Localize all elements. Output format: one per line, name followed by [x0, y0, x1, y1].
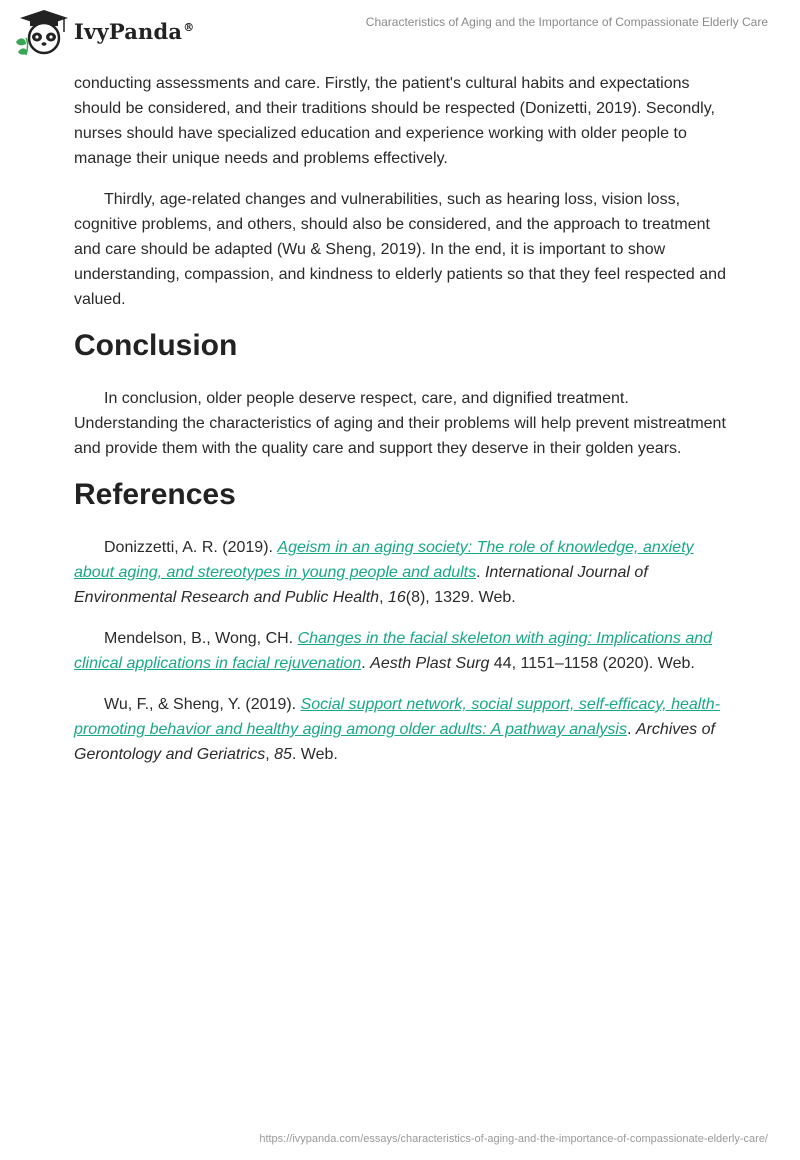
conclusion-heading: Conclusion [74, 329, 238, 362]
brand-name: IvyPanda® [74, 19, 195, 44]
references-heading: References [74, 478, 236, 511]
reference-journal: Archives of Gerontology and Geriatrics [74, 721, 715, 763]
reference-item: Mendelson, B., Wong, CH. Changes in the facial skeleton with aging: Implications and clinical applications in facial rejuvenation. Aesth Plast Surg 44, 1151–1158 (2020). Web. [74, 630, 713, 672]
reference-authors: Donizzetti, A. R. (2019). [104, 539, 278, 556]
page-header [0, 0, 800, 64]
body-paragraph: conducting assessments and care. Firstly, the patient's cultural habits and expectations should be considered, and their traditions should be respected (Donizetti, 2019). Secondly, nurses should have specialized education and experience working with older people to manage their unique needs and problems effectively. [74, 75, 715, 167]
reference-authors: Mendelson, B., Wong, CH. [104, 630, 298, 647]
reference-journal: Aesth Plast Surg [370, 655, 490, 672]
reference-link[interactable]: Social support network, social support, self-efficacy, health-promoting behavior and healthy aging among older adults: A pathway analysis [74, 696, 721, 738]
reference-authors: Wu, F., & Sheng, Y. (2019). [104, 696, 301, 713]
reference-journal: International Journal of Environmental Research and Public Health [74, 564, 648, 606]
ivypanda-logo[interactable] [12, 8, 195, 56]
reference-item: Wu, F., & Sheng, Y. (2019). Social support network, social support, self-efficacy, health-promoting behavior and healthy aging among older adults: A pathway analysis. Archives of Gerontology and Geriatrics, 85. Web. [74, 696, 721, 763]
reference-item: Donizzetti, A. R. (2019). Ageism in an aging society: The role of knowledge, anxiety about aging, and stereotypes in young people and adults. International Journal of Environmental Research and Public Health, 16(8), 1329. Web. [74, 539, 694, 606]
reference-link[interactable]: Ageism in an aging society: The role of knowledge, anxiety about aging, and stereotypes in young people and adults [74, 539, 694, 581]
footer-url[interactable]: https://ivypanda.com/essays/characteristics-of-aging-and-the-importance-of-compassionate-elderly-care/ [259, 1133, 768, 1145]
reference-volume: 16 [387, 589, 406, 606]
essay-content [74, 71, 730, 783]
reference-link[interactable]: Changes in the facial skeleton with aging: Implications and clinical applications in facial rejuvenation [74, 630, 713, 672]
panda-logo-icon [12, 8, 68, 56]
body-paragraph: Thirdly, age-related changes and vulnerabilities, such as hearing loss, vision loss, cognitive problems, and others, should also be considered, and the approach to treatment and care should be adapted (Wu & Sheng, 2019). In the end, it is important to show understanding, compassion, and kindness to elderly patients so that they feel respected and valued. [74, 191, 726, 308]
document-title: Characteristics of Aging and the Importance of Compassionate Elderly Care [365, 15, 768, 29]
reference-volume: 85 [274, 746, 292, 763]
conclusion-paragraph: In conclusion, older people deserve respect, care, and dignified treatment. Understanding the characteristics of aging and their problems will help prevent mistreatment and provide them with the quality care and support they deserve in their golden years. [74, 390, 726, 457]
